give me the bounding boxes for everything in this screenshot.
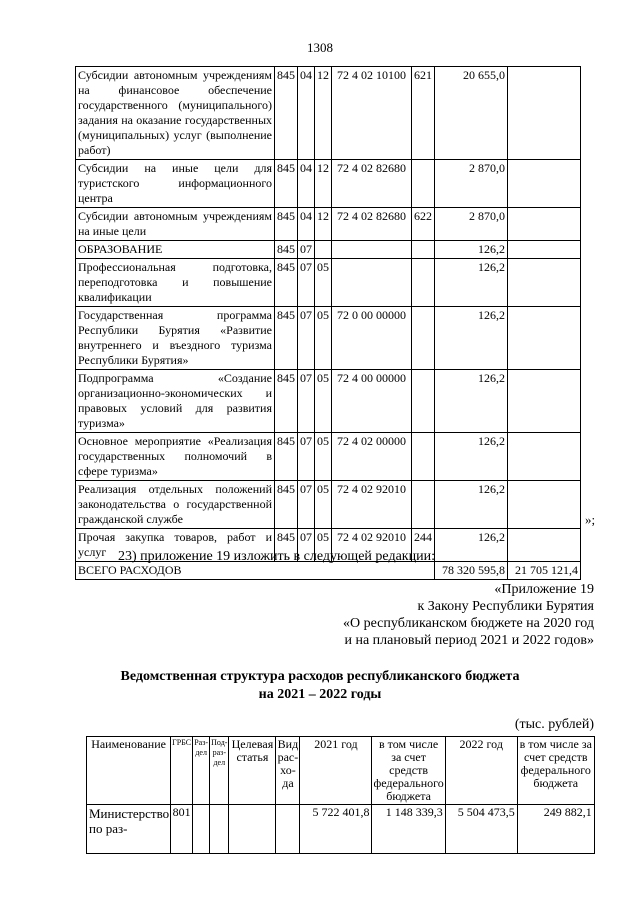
amendment-paragraph: 23) приложение 19 изложить в следующей редакции: — [118, 549, 435, 564]
cell-razdel: 04 — [298, 208, 315, 241]
cell-podrazdel: 12 — [315, 67, 332, 160]
table-row — [76, 160, 581, 208]
cell-sum-1: 126,2 — [435, 307, 508, 370]
cell-csr: 72 4 02 82680 — [332, 208, 412, 241]
cell-grbs: 845 — [275, 307, 298, 370]
unit-note: (тыс. рублей) — [514, 717, 594, 732]
cell-grbs: 845 — [275, 241, 298, 259]
cell-sum-2 — [508, 208, 581, 241]
cell-name: Профессиональная подготовка, переподготовка и повышение квалификации — [76, 259, 275, 307]
cell-name: Прочая закупка товаров, работ и услуг — [76, 529, 275, 562]
table-row — [76, 307, 581, 370]
cell-vr — [412, 481, 435, 529]
cell-name: Субсидии автономным учреждениям на иные цели — [76, 208, 275, 241]
header-grbs: ГРБС — [171, 737, 193, 805]
total-sum-1: 78 320 595,8 — [435, 562, 508, 580]
cell-sum-1: 126,2 — [435, 433, 508, 481]
cell-name: Подпрограмма «Создание организационно-экономических и правовых условий для развития туризма» — [76, 370, 275, 433]
cell-podrazdel: 05 — [315, 259, 332, 307]
cell-name: Основное мероприятие «Реализация государственных полномочий в сфере туризма» — [76, 433, 275, 481]
cell-razdel — [193, 805, 210, 854]
structure-table-header-row — [87, 737, 595, 805]
cell-podrazdel: 05 — [315, 529, 332, 562]
cell-grbs: 845 — [275, 67, 298, 160]
header-2021: 2021 год — [300, 737, 372, 805]
cell-vr — [412, 241, 435, 259]
cell-name: ОБРАЗОВАНИЕ — [76, 241, 275, 259]
header-csr: Целевая статья — [229, 737, 276, 805]
cell-sum-2 — [508, 259, 581, 307]
header-razdel: Раз-дел — [193, 737, 210, 805]
page-number: 1308 — [307, 40, 333, 55]
cell-vr — [412, 433, 435, 481]
cell-vr — [276, 805, 300, 854]
cell-csr — [332, 259, 412, 307]
cell-grbs: 845 — [275, 433, 298, 481]
cell-csr: 72 0 00 00000 — [332, 307, 412, 370]
cell-vr — [412, 307, 435, 370]
budget-table — [75, 66, 581, 580]
header-podrazdel: Под-раз-дел — [210, 737, 229, 805]
cell-grbs: 845 — [275, 259, 298, 307]
cell-name: Министерство по раз- — [87, 805, 171, 854]
cell-fed-2022: 249 882,1 — [517, 805, 594, 854]
cell-name: Субсидии автономным учреждениям на финансовое обеспечение государственного (муниципального) задания на оказание государственных (муниципальных) услуг (выполнение работ) — [76, 67, 275, 160]
cell-podrazdel: 05 — [315, 481, 332, 529]
cell-sum-1: 20 655,0 — [435, 67, 508, 160]
cell-csr: 72 4 02 92010 — [332, 481, 412, 529]
heading-line: на 2021 – 2022 годы — [258, 687, 382, 702]
cell-sum-1: 126,2 — [435, 241, 508, 259]
cell-podrazdel: 12 — [315, 160, 332, 208]
table-row — [76, 259, 581, 307]
cell-sum-2 — [508, 160, 581, 208]
appendix-line: к Закону Республики Бурятия — [417, 599, 594, 614]
cell-vr — [412, 259, 435, 307]
cell-vr — [412, 160, 435, 208]
appendix-line: «О республиканском бюджете на 2020 год — [343, 616, 594, 631]
cell-podrazdel: 12 — [315, 208, 332, 241]
cell-sum-2 — [508, 481, 581, 529]
header-vr: Вид рас-хо-да — [276, 737, 300, 805]
table-row — [76, 370, 581, 433]
cell-csr — [229, 805, 276, 854]
cell-grbs: 845 — [275, 208, 298, 241]
header-fed-2021: в том числе за счет средств федерального бюджета — [373, 737, 444, 803]
cell-sum-1: 126,2 — [435, 370, 508, 433]
cell-razdel: 07 — [298, 307, 315, 370]
total-sum-2: 21 705 121,4 — [508, 562, 581, 580]
cell-sum-2 — [508, 67, 581, 160]
cell-razdel: 07 — [298, 529, 315, 562]
appendix-line: «Приложение 19 — [494, 582, 594, 597]
cell-sum-2 — [508, 241, 581, 259]
cell-csr: 72 4 02 82680 — [332, 160, 412, 208]
cell-2021: 5 722 401,8 — [300, 805, 372, 854]
table-row — [76, 67, 581, 160]
appendix-reference — [343, 581, 594, 649]
table-row — [76, 481, 581, 529]
cell-name: Реализация отдельных положений законодательства о государственной гражданской службе — [76, 481, 275, 529]
cell-razdel: 04 — [298, 67, 315, 160]
cell-podrazdel — [210, 805, 229, 854]
cell-grbs: 845 — [275, 529, 298, 562]
total-label: ВСЕГО РАСХОДОВ — [76, 562, 435, 580]
cell-sum-2 — [508, 433, 581, 481]
header-2022: 2022 год — [445, 737, 517, 805]
cell-grbs: 845 — [275, 370, 298, 433]
table-row — [76, 208, 581, 241]
cell-razdel: 04 — [298, 160, 315, 208]
heading-line: Ведомственная структура расходов республиканского бюджета — [120, 669, 520, 684]
cell-razdel: 07 — [298, 433, 315, 481]
cell-csr: 72 4 02 10100 — [332, 67, 412, 160]
cell-razdel: 07 — [298, 370, 315, 433]
cell-csr: 72 4 02 00000 — [332, 433, 412, 481]
appendix-line: и на плановый период 2021 и 2022 годов» — [344, 633, 594, 648]
cell-razdel: 07 — [298, 481, 315, 529]
cell-sum-2 — [508, 307, 581, 370]
cell-vr — [412, 370, 435, 433]
table-row — [76, 241, 581, 259]
header-name: Наименование — [87, 737, 171, 805]
cell-csr: 72 4 02 92010 — [332, 529, 412, 562]
cell-vr: 622 — [412, 208, 435, 241]
table-row — [87, 805, 595, 854]
cell-vr: 621 — [412, 67, 435, 160]
cell-csr — [332, 241, 412, 259]
cell-sum-1: 126,2 — [435, 529, 508, 562]
cell-sum-1: 126,2 — [435, 481, 508, 529]
cell-2022: 5 504 473,5 — [445, 805, 517, 854]
cell-vr: 244 — [412, 529, 435, 562]
cell-razdel: 07 — [298, 241, 315, 259]
cell-name: Государственная программа Республики Бурятия «Развитие внутреннего и въездного туризма Республики Бурятия» — [76, 307, 275, 370]
cell-sum-1: 126,2 — [435, 259, 508, 307]
cell-podrazdel — [315, 241, 332, 259]
structure-table — [86, 736, 595, 854]
cell-name: Субсидии на иные цели для туристского информационного центра — [76, 160, 275, 208]
header-fed-2022: в том числе за счет средств федерального бюджета — [517, 737, 594, 805]
cell-sum-2 — [508, 529, 581, 562]
cell-grbs: 845 — [275, 160, 298, 208]
cell-grbs: 801 — [171, 805, 193, 854]
cell-sum-2 — [508, 370, 581, 433]
section-heading — [0, 668, 640, 704]
cell-podrazdel: 05 — [315, 370, 332, 433]
cell-podrazdel: 05 — [315, 433, 332, 481]
cell-fed-2021: 1 148 339,3 — [372, 805, 445, 854]
cell-sum-1: 2 870,0 — [435, 160, 508, 208]
closing-quote-mark: »; — [585, 512, 596, 527]
cell-csr: 72 4 00 00000 — [332, 370, 412, 433]
cell-sum-1: 2 870,0 — [435, 208, 508, 241]
cell-razdel: 07 — [298, 259, 315, 307]
table-row — [76, 433, 581, 481]
cell-grbs: 845 — [275, 481, 298, 529]
cell-podrazdel: 05 — [315, 307, 332, 370]
